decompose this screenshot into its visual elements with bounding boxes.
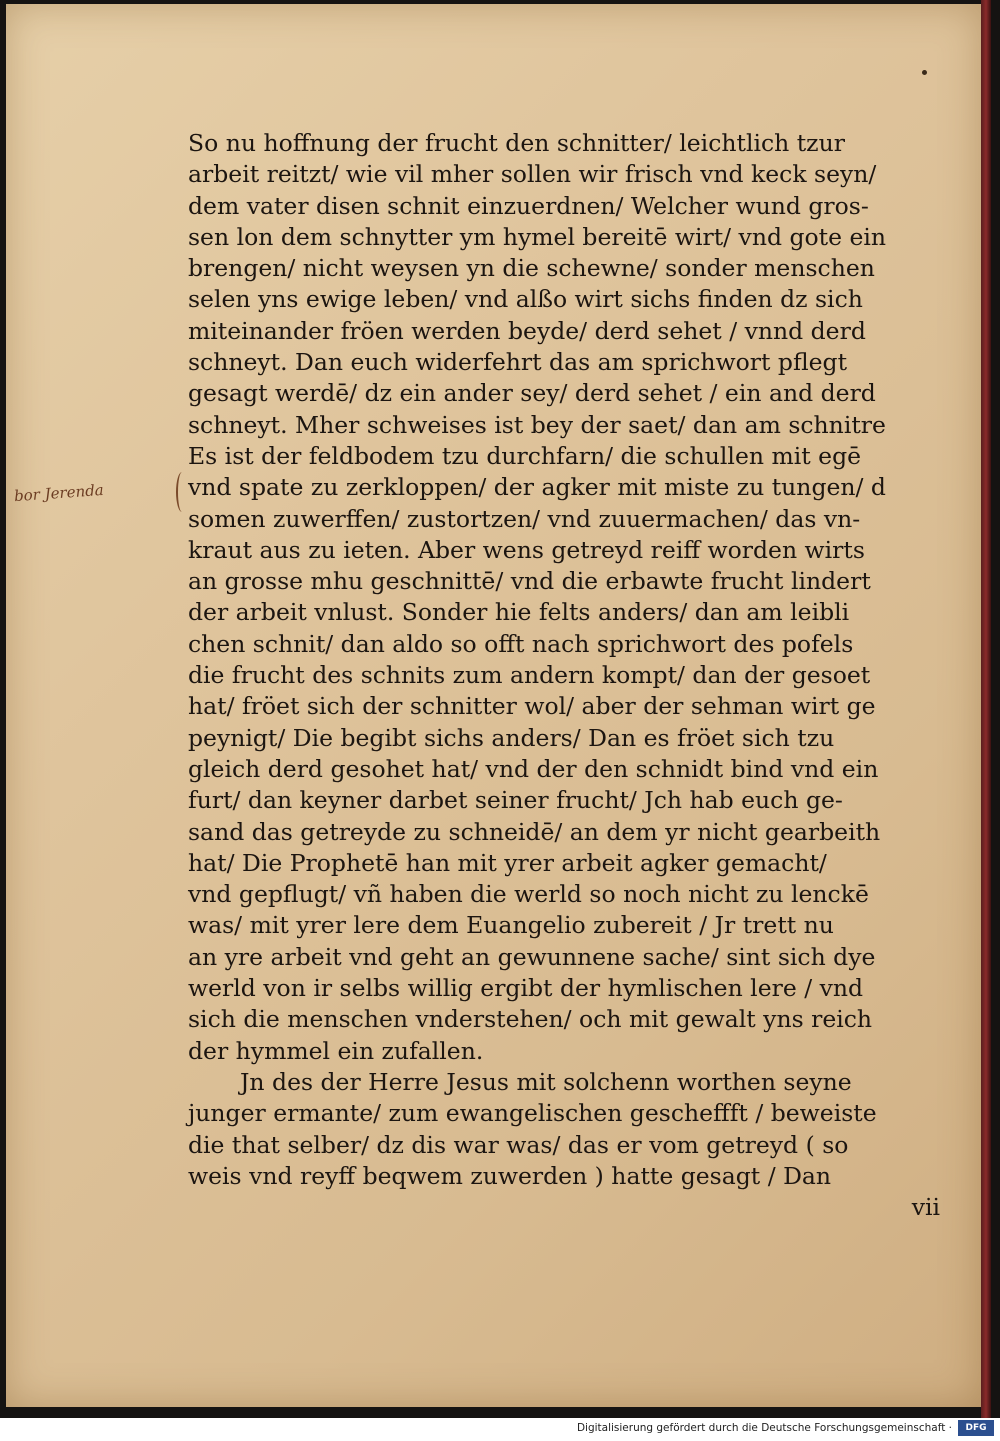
text-line: weis vnd reyff beqwem zuwerden ) hatte gesagt / Dan xyxy=(188,1161,832,1190)
text-line: somen zuwerffen/ zustortzen/ vnd zuuermachen/ das vn- xyxy=(188,504,861,533)
text-line: an yre arbeit vnd geht an gewunnene sache/ sint sich dye xyxy=(188,942,876,971)
text-line: werld von ir selbs willig ergibt der hymlischen lere / vnd xyxy=(188,974,864,1003)
book-edge xyxy=(981,0,991,1418)
text-line: junger ermante/ zum ewangelischen gescheffft / beweiste xyxy=(188,1099,877,1128)
dfg-logo-icon: DFG xyxy=(958,1420,994,1436)
funding-credit: Digitalisierung gefördert durch die Deutsche Forschungsgemeinschaft · xyxy=(576,1422,952,1434)
text-line: peynigt/ Die begibt sichs anders/ Dan es fröet sich tzu xyxy=(188,723,835,752)
text-line: miteinander fröen werden beyde/ derd sehet / vnnd derd xyxy=(188,316,866,345)
ink-spot xyxy=(922,70,927,75)
text-line: die frucht des schnits zum andern kompt/ dan der gesoet xyxy=(188,661,871,690)
text-line: schneyt. Mher schweises ist bey der saet/ dan am schnitre xyxy=(188,410,886,439)
text-line: selen yns ewige leben/ vnd alßo wirt sichs finden dz sich xyxy=(188,285,863,314)
text-line: arbeit reitzt/ wie vil mher sollen wir frisch vnd keck seyn/ xyxy=(188,160,877,189)
text-line: an grosse mhu geschnittē/ vnd die erbawte frucht lindert xyxy=(188,567,871,596)
footer-bar xyxy=(0,1418,1000,1441)
text-line: kraut aus zu ieten. Aber wens getreyd reiff worden wirts xyxy=(188,535,865,564)
page-text xyxy=(188,128,948,1223)
text-line: schneyt. Dan euch widerfehrt das am sprichwort pflegt xyxy=(188,348,848,377)
text-line: hat/ fröet sich der schnitter wol/ aber der sehman wirt ge xyxy=(188,692,876,721)
text-line: hat/ Die Prophetē han mit yrer arbeit agker gemacht/ xyxy=(188,848,827,877)
text-line: Es ist der feldbodem tzu durchfarn/ die schullen mit egē xyxy=(188,441,862,470)
text-line: vnd spate zu zerkloppen/ der agker mit miste zu tungen/ d xyxy=(188,473,886,502)
signature-mark: vii xyxy=(911,1193,940,1222)
text-line: sand das getreyde zu schneidē/ an dem yr nicht gearbeith xyxy=(188,817,881,846)
text-line: furt/ dan keyner darbet seiner frucht/ Jch hab euch ge- xyxy=(188,786,843,815)
text-line: vnd gepflugt/ vñ haben die werld so noch nicht zu lenckē xyxy=(188,880,869,909)
text-line: dem vater disen schnit einzuerdnen/ Welcher wund gros- xyxy=(188,191,869,220)
text-line: die that selber/ dz dis war was/ das er vom getreyd ( so xyxy=(188,1130,849,1159)
paragraph-start-line: Jn des der Herre Jesus mit solchenn worthen seyne xyxy=(240,1067,852,1096)
margin-annotation: bor Jerenda xyxy=(13,480,105,506)
text-line: brengen/ nicht weysen yn die schewne/ sonder menschen xyxy=(188,254,875,283)
text-line: der arbeit vnlust. Sonder hie felts anders/ dan am leibli xyxy=(188,598,850,627)
text-line: was/ mit yrer lere dem Euangelio zubereit / Jr trett nu xyxy=(188,911,834,940)
text-line: chen schnit/ dan aldo so offt nach sprichwort des pofels xyxy=(188,629,854,658)
text-line: sich die menschen vnderstehen/ och mit gewalt yns reich xyxy=(188,1005,873,1034)
margin-bracket xyxy=(176,472,188,512)
text-line: gleich derd gesohet hat/ vnd der den schnidt bind vnd ein xyxy=(188,754,879,783)
text-line: der hymmel ein zufallen. xyxy=(188,1036,484,1065)
text-line: gesagt werdē/ dz ein ander sey/ derd sehet / ein and derd xyxy=(188,379,876,408)
text-line: So nu hoffnung der frucht den schnitter/ leichtlich tzur xyxy=(188,129,845,157)
text-line: sen lon dem schnytter ym hymel bereitē wirt/ vnd gote ein xyxy=(188,222,887,251)
